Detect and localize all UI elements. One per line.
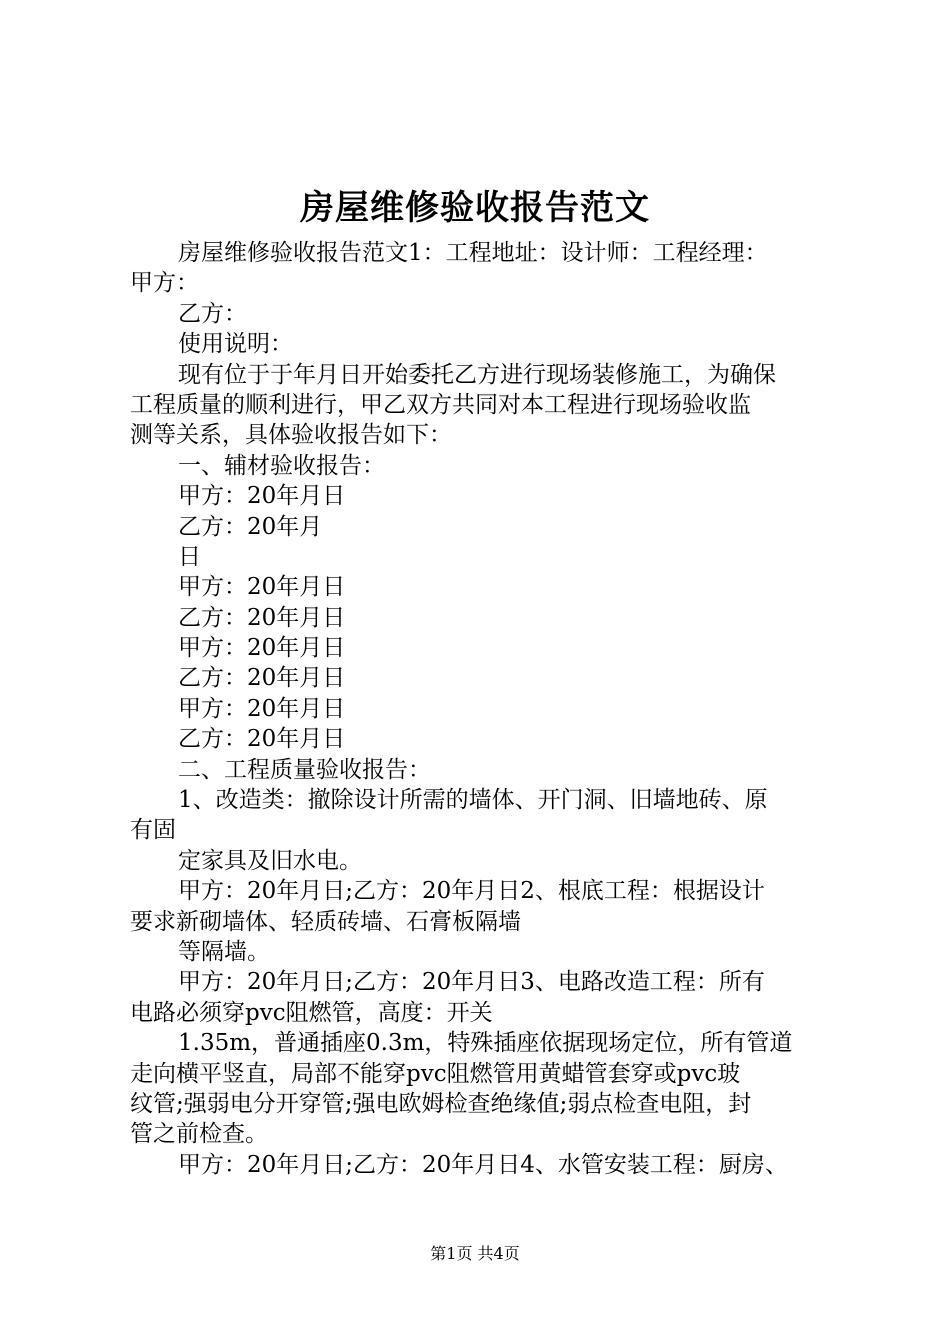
- body-line: 乙方：: [178, 300, 247, 327]
- body-line: 管之前检查。: [130, 1121, 268, 1148]
- body-line: 走向横平竖直，局部不能穿pvc阻燃管用黄蜡管套穿或pvc玻: [130, 1060, 741, 1087]
- body-line: 使用说明：: [178, 331, 293, 358]
- body-line: 甲方：: [130, 270, 199, 297]
- body-line: 甲方：20年月日;乙方：20年月日2、根底工程：根据设计: [178, 878, 765, 905]
- body-line: 1.35m，普通插座0.3m，特殊插座依据现场定位，所有管道: [178, 1030, 793, 1057]
- body-line: 定家具及旧水电。: [178, 847, 362, 874]
- body-line: 纹管;强弱电分开穿管;强电欧姆检查绝缘值;弱点检查电阻，封: [130, 1090, 752, 1117]
- document-title: 房屋维修验收报告范文: [300, 188, 650, 228]
- body-line: 乙方：20年月日: [178, 604, 346, 631]
- body-line: 二、工程质量验收报告：: [178, 756, 431, 783]
- document-body: [130, 238, 850, 1180]
- body-line: 日: [178, 543, 201, 570]
- body-line: 甲方：20年月日: [178, 574, 346, 601]
- body-line: 甲方：20年月日: [178, 695, 346, 722]
- body-line: 电路必须穿pvc阻燃管，高度：开关: [130, 999, 493, 1026]
- body-line: 甲方：20年月日: [178, 483, 346, 510]
- body-line: 房屋维修验收报告范文1：工程地址：设计师：工程经理：: [178, 240, 768, 266]
- body-line: 乙方：20年月: [178, 513, 323, 540]
- body-line: 测等关系，具体验收报告如下：: [130, 422, 452, 449]
- body-line: 要求新砌墙体、轻质砖墙、石膏板隔墙: [130, 908, 521, 935]
- body-line: 现有位于于年月日开始委托乙方进行现场装修施工，为确保: [178, 361, 776, 388]
- body-line: 工程质量的顺利进行，甲乙双方共同对本工程进行现场验收监: [130, 391, 751, 418]
- body-line: 等隔墙。: [178, 938, 270, 965]
- body-line: 甲方：20年月日;乙方：20年月日3、电路改造工程：所有: [178, 969, 765, 996]
- body-line: 1、改造类：撤除设计所需的墙体、开门洞、旧墙地砖、原: [178, 787, 768, 814]
- body-line: 甲方：20年月日: [178, 635, 346, 662]
- body-line: 有固: [130, 817, 176, 844]
- body-line: 一、辅材验收报告：: [178, 452, 385, 479]
- body-line: 乙方：20年月日: [178, 665, 346, 692]
- body-line: 乙方：20年月日: [178, 726, 346, 753]
- page-footer: 第1页 共4页: [430, 1244, 520, 1263]
- body-line: 甲方：20年月日;乙方：20年月日4、水管安装工程：厨房、: [178, 1151, 788, 1178]
